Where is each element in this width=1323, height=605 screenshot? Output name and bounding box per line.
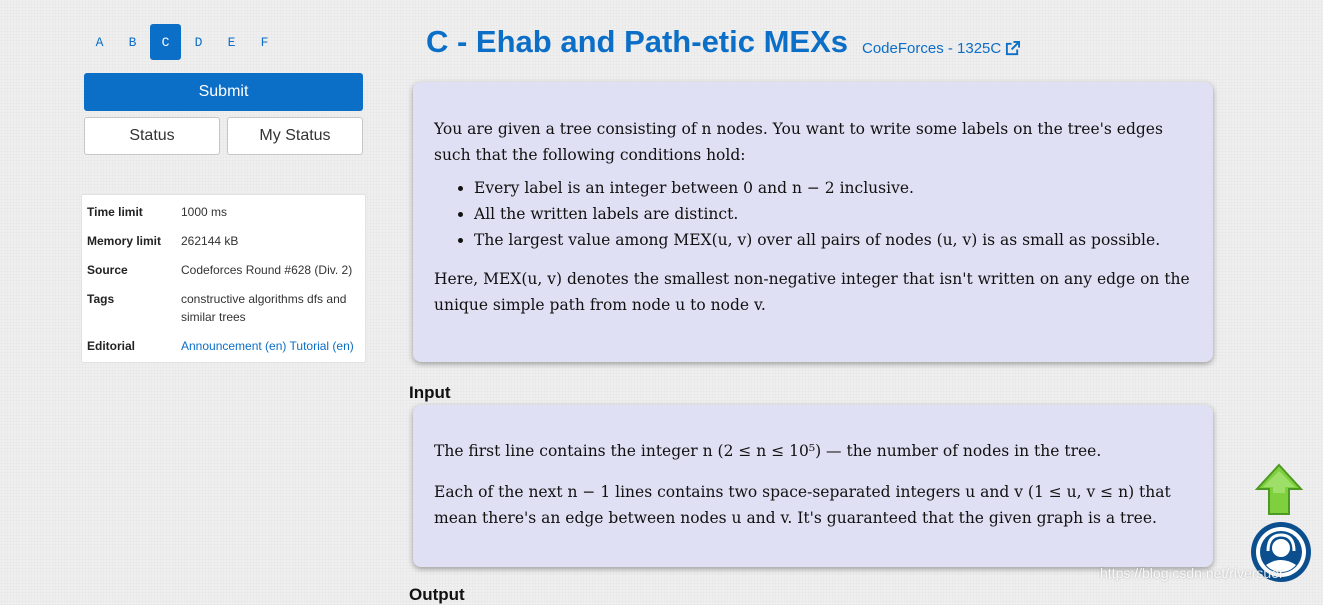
list-item: • All the written labels are distinct. — [474, 201, 1192, 227]
info-value: constructive algorithms dfs and similar trees — [181, 292, 347, 324]
info-key: Time limit — [87, 205, 143, 219]
announcement-link[interactable]: Announcement (en) — [181, 339, 287, 353]
watermark: https://blog.csdn.net/riversuer — [1100, 565, 1284, 581]
list-item: • Every label is an integer between 0 and n − 2 inclusive. — [474, 175, 1192, 201]
tab-c[interactable]: C — [150, 24, 181, 60]
list-item: • The largest value among MEX(u, v) over all pairs of nodes (u, v) is as small as possible. — [474, 227, 1192, 253]
statement-paragraph: Here, MEX(u, v) denotes the smallest non-negative integer that isn't written on any edge on the unique simple path from node u to node v. — [434, 270, 1190, 314]
info-value: 262144 kB — [181, 234, 239, 248]
info-value: Codeforces Round #628 (Div. 2) — [181, 263, 353, 277]
info-memory-limit — [87, 232, 365, 250]
input-heading: Input — [409, 383, 451, 402]
problem-tabs — [84, 24, 282, 60]
info-source — [87, 261, 365, 279]
statement-card — [413, 82, 1213, 362]
my-status-button[interactable]: My Status — [227, 117, 363, 155]
info-time-limit — [87, 203, 365, 221]
source-link-text: CodeForces - 1325C — [862, 40, 1002, 57]
statement-paragraph: You are given a tree consisting of n nodes. You want to write some labels on the tree's edges such that the following conditions hold: — [434, 120, 1163, 164]
page-title: C - Ehab and Path-etic MEXs — [426, 24, 849, 59]
external-link-icon — [1005, 41, 1020, 56]
info-value — [181, 337, 361, 355]
status-button[interactable]: Status — [84, 117, 220, 155]
info-editorial — [87, 337, 365, 355]
input-paragraph: Each of the next n − 1 lines contains two space-separated integers u and v (1 ≤ u, v ≤ n) that mean there's an edge between nodes u and v. It's guaranteed that the given graph is a tree. — [434, 483, 1171, 527]
source-link[interactable] — [862, 40, 1020, 57]
input-card — [413, 405, 1213, 567]
tab-f[interactable]: F — [260, 34, 269, 50]
tab-e[interactable]: E — [227, 34, 236, 50]
info-key: Source — [87, 263, 128, 277]
tab-b[interactable]: B — [128, 34, 137, 50]
info-tags — [87, 290, 365, 326]
scroll-top-icon[interactable] — [1255, 463, 1303, 516]
output-heading: Output — [409, 585, 465, 604]
info-key: Tags — [87, 292, 115, 306]
submit-button[interactable]: Submit — [84, 73, 363, 111]
info-value: 1000 ms — [181, 205, 228, 219]
status-row — [84, 117, 363, 155]
tutorial-link[interactable]: Tutorial (en) — [289, 339, 354, 353]
input-paragraph: The first line contains the integer n (2 ≤ n ≤ 10⁵) — the number of nodes in the tree. — [434, 442, 1102, 460]
conditions-list — [474, 175, 1192, 253]
problem-info-panel — [81, 194, 366, 363]
info-key: Memory limit — [87, 234, 162, 248]
tab-a[interactable]: A — [95, 34, 104, 50]
info-key: Editorial — [87, 339, 136, 353]
tab-d[interactable]: D — [194, 34, 203, 50]
